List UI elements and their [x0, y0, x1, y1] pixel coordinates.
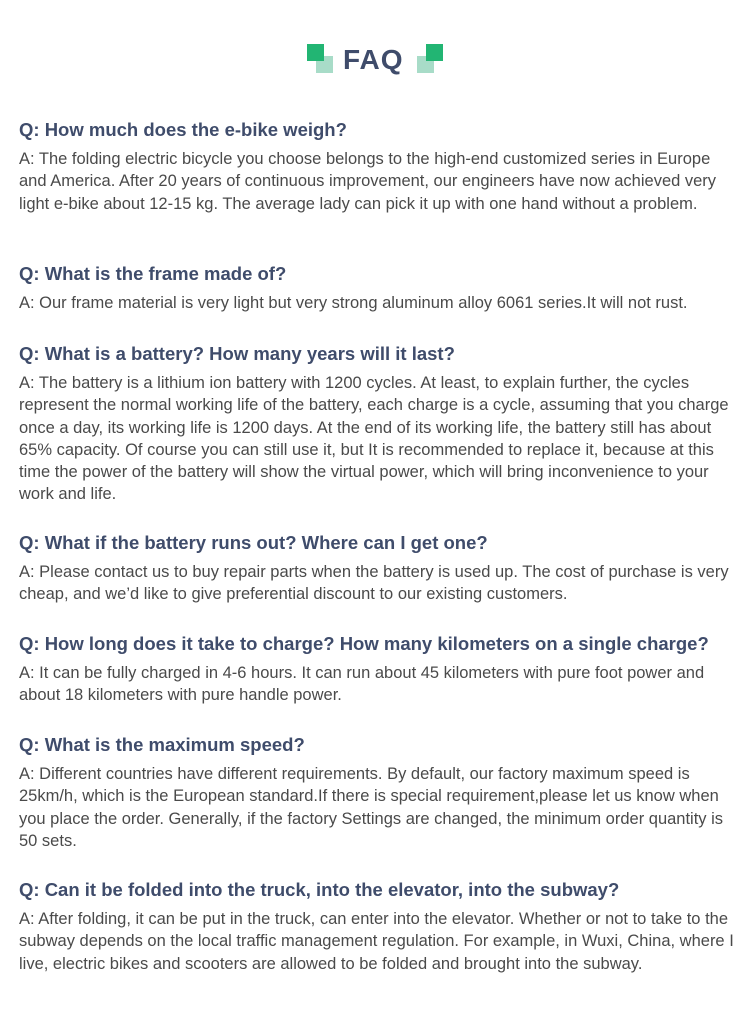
faq-question: Q: How long does it take to charge? How many kilometers on a single charge?: [19, 633, 709, 654]
faq-answer: A: It can be fully charged in 4-6 hours. It can run about 45 kilometers with pure foot power and about 18 kilometers with pure handle power.: [19, 664, 705, 705]
faq-answer: A: After folding, it can be put in the truck, can enter into the elevator. Whether or not to take to the subway depends on the local traffic management regulation. For example, in Wuxi, China, where I live, electric bikes and scooters are allowed to be folded and brought into the subway.: [19, 910, 734, 973]
dark-square-icon: [307, 44, 324, 61]
faq-answer: A: The battery is a lithium ion battery with 1200 cycles. At least, to explain further, the cycles represent the normal working life of the battery, each charge is a cycle, assuming that you charge once a day, its working life is 1200 days. At the end of its working life, the battery still has about 65% capacity. Of course you can still use it, but It is recommended to replace it, because at this time the power of the battery will show the virtual power, which will bring inconvenience to your work and life.: [19, 374, 729, 504]
faq-question: Q: What is the frame made of?: [19, 263, 287, 284]
faq-item-frame: [19, 262, 739, 314]
faq-answer: A: Our frame material is very light but very strong aluminum alloy 6061 series.It will not rust.: [19, 294, 688, 312]
page-title: FAQ: [343, 44, 404, 75]
faq-question: Q: How much does the e-bike weigh?: [19, 119, 347, 140]
faq-item-folding: [19, 878, 739, 975]
faq-answer: A: Please contact us to buy repair parts when the battery is used up. The cost of purchase is very cheap, and we’d like to give preferential discount to our existing customers.: [19, 563, 729, 604]
faq-item-charge-time: [19, 632, 739, 707]
faq-header: [0, 40, 750, 80]
faq-item-battery-runs-out: [19, 531, 739, 606]
faq-question: Q: Can it be folded into the truck, into the elevator, into the subway?: [19, 879, 620, 900]
faq-item-battery: [19, 342, 739, 506]
faq-item-weight: [19, 118, 739, 215]
faq-answer: A: Different countries have different requirements. By default, our factory maximum speed is 25km/h, which is the European standard.If there is special requirement,please let us know when you place the order. Generally, if the factory Settings are changed, the minimum order quantity is 50 sets.: [19, 765, 724, 850]
faq-question: Q: What is a battery? How many years will it last?: [19, 343, 455, 364]
dark-square-icon: [426, 44, 443, 61]
faq-item-max-speed: [19, 733, 739, 852]
faq-question: Q: What is the maximum speed?: [19, 734, 305, 755]
faq-question: Q: What if the battery runs out? Where can I get one?: [19, 532, 488, 553]
faq-answer: A: The folding electric bicycle you choose belongs to the high-end customized series in Europe and America. After 20 years of continuous improvement, our engineers have now achieved very light e-bike about 12-15 kg. The average lady can pick it up with one hand without a problem.: [19, 150, 717, 213]
